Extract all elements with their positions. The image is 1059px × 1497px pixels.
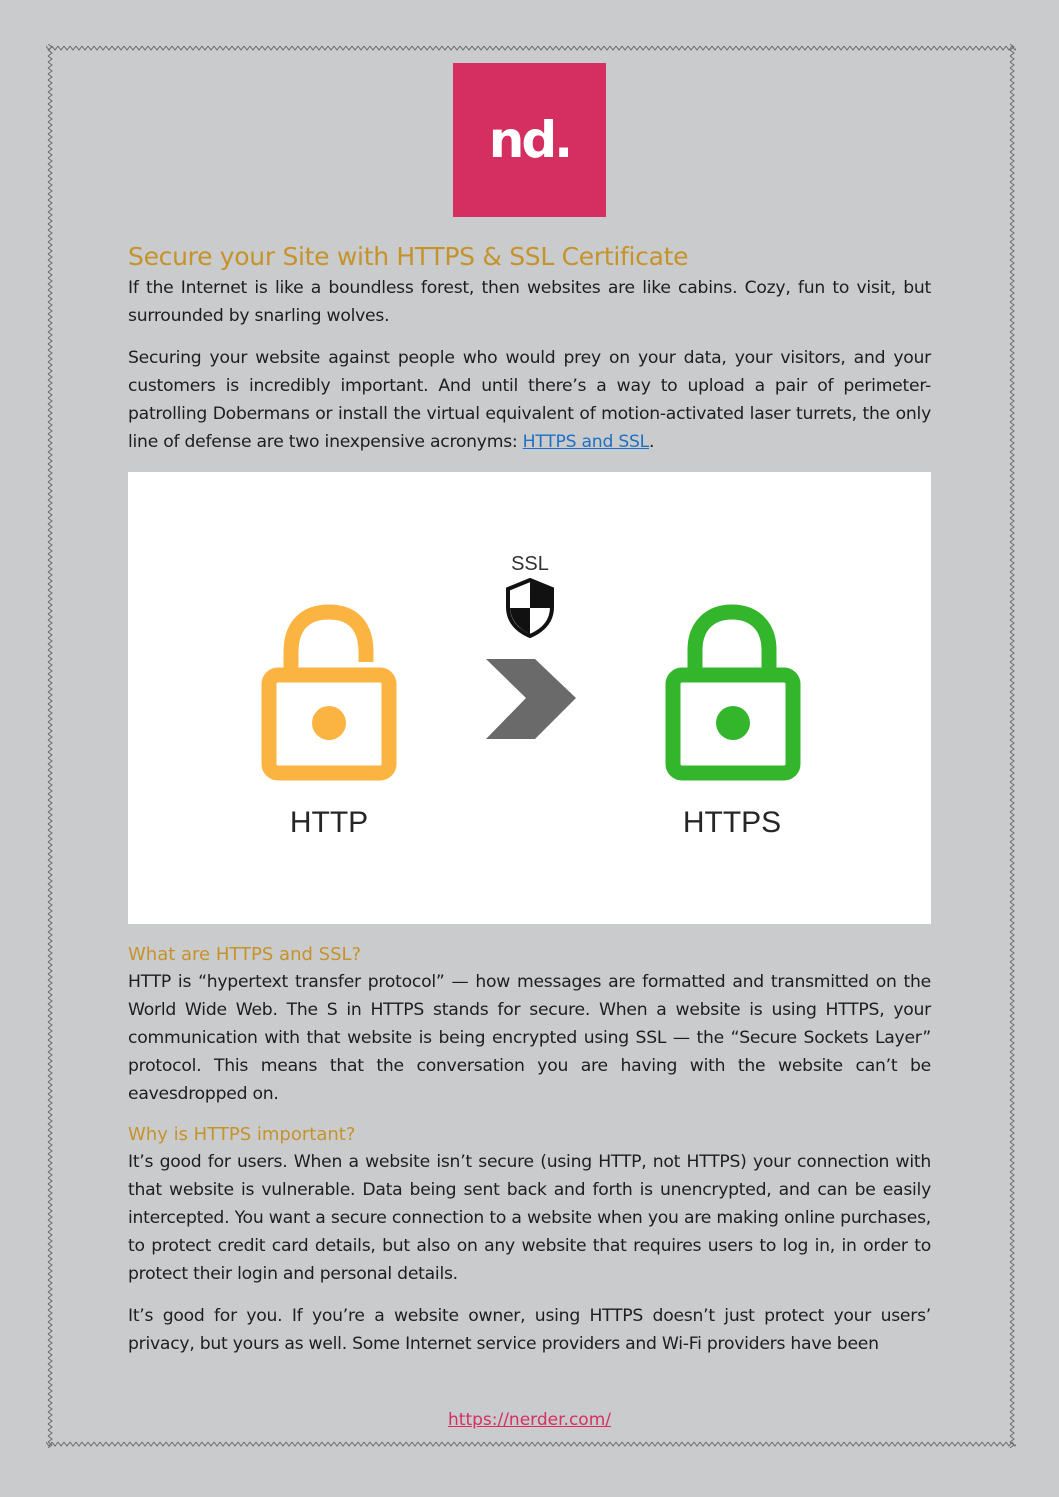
closed-lock-icon [673, 612, 793, 773]
intro-paragraph-1: If the Internet is like a boundless forest, then websites are like cabins. Cozy, fun to visit, but surrounded by snarling wolves. [128, 278, 931, 326]
intro-paragraph-2 [128, 344, 931, 456]
border-right [1008, 44, 1016, 1448]
https-ssl-link[interactable]: HTTPS and SSL [522, 432, 649, 452]
page-title: Secure your Site with HTTPS & SSL Certificate [128, 242, 689, 271]
section-heading-what: What are HTTPS and SSL? [128, 944, 362, 965]
intro-paragraph-2-end: . [648, 432, 655, 452]
section-what-body: HTTP is “hypertext transfer protocol” — how messages are formatted and transmitted on the World Wide Web. The S in HTTPS stands for secure. When a website is using HTTPS, your communication with that website is being encrypted using SSL — the “Secure Sockets Layer” protocol. This means that the conversation you are having with the website can’t be eavesdropped on. [128, 972, 931, 1104]
intro-paragraph-2-text: Securing your website against people who would prey on your data, your visitors, and your customers is incredibly important. And until there’s a way to upload a pair of perimeter-patrolling Dobermans or install the virtual equivalent of motion-activated laser turrets, the only line of defense are two inexpensive acronyms: [128, 348, 931, 452]
border-bottom [46, 1440, 1016, 1448]
logo-text: nd. [488, 111, 571, 169]
http-to-https-illustration [128, 472, 931, 924]
article [128, 240, 931, 1372]
http-label: HTTP [289, 806, 369, 839]
chevron-right-icon [486, 659, 576, 739]
section-why-paragraph-1: It’s good for users. When a website isn’t secure (using HTTP, not HTTPS) your connection with that website is vulnerable. Data being sent back and forth is unencrypted, and can be easily intercepted. You want a secure connection to a website when you are making online purchases, to protect credit card details, but also on any website that requires users to log in, in order to protect their login and personal details. [128, 1152, 931, 1284]
https-label: HTTPS [682, 806, 782, 839]
section-why-paragraph-2: It’s good for you. If you’re a website owner, using HTTPS doesn’t just protect your users’ privacy, but yours as well. Some Internet service providers and Wi-Fi providers have been [128, 1306, 931, 1354]
footer [0, 1410, 1059, 1430]
footer-website-link[interactable]: https://nerder.com/ [448, 1410, 611, 1430]
section-heading-why: Why is HTTPS important? [128, 1124, 356, 1145]
ssl-label: SSL [511, 553, 549, 575]
shield-icon [508, 580, 552, 636]
border-top [46, 44, 1016, 52]
nerder-logo [453, 63, 606, 217]
border-left [46, 44, 54, 1448]
open-lock-icon [269, 612, 389, 773]
